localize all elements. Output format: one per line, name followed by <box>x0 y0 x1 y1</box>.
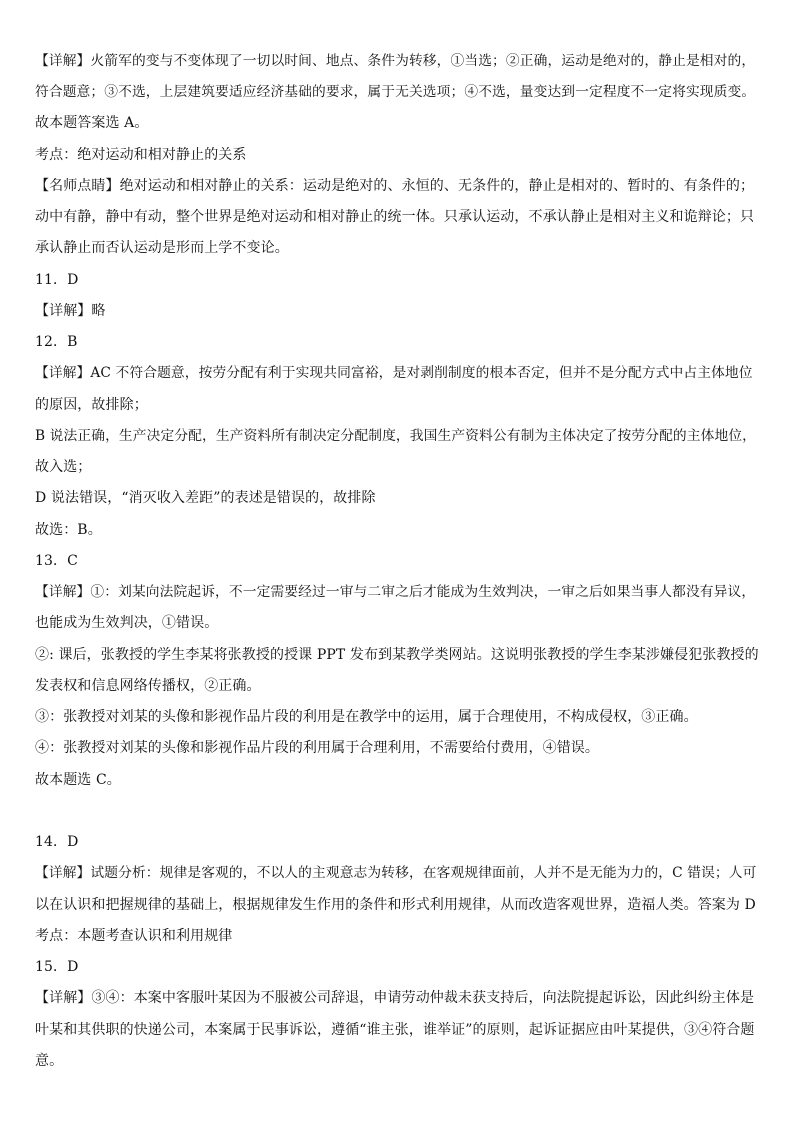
text-line: B 说法正确，生产决定分配，生产资料所有制决定分配制度，我国生产资料公有制为主体决定了按劳分配的主体地位， <box>35 428 757 444</box>
text-line: 【详解】试题分析：规律是客观的，不以人的主观意志为转移，在客观规律面前，人并不是无能为力的，C 错误；人可 <box>35 865 757 881</box>
text-line: 意。 <box>35 1053 64 1069</box>
question-number: 11．D <box>35 272 79 288</box>
text-line: 发表权和信息网络传播权，②正确。 <box>35 678 261 694</box>
text-line: 【详解】①：刘某向法院起诉，不一定需要经过一审与二审之后才能成为生效判决，一审之后如果当事人都没有异议， <box>35 584 756 600</box>
text-line: 故选：B。 <box>35 522 102 538</box>
text-line: 考点：绝对运动和相对静止的关系 <box>35 147 247 163</box>
text-line: 【详解】火箭军的变与不变体现了一切以时间、地点、条件为转移，①当选；②正确，运动是绝对的，静止是相对的， <box>35 53 756 69</box>
text-line: 的原因，故排除； <box>35 397 148 413</box>
text-line: 【详解】略 <box>35 303 106 319</box>
text-line: 动中有静，静中有动，整个世界是绝对运动和相对静止的统一体。只承认运动，不承认静止是相对主义和诡辩论；只 <box>35 209 755 225</box>
text-line: ②: 课后，张教授的学生李某将张教授的授课 PPT 发布到某教学类网站。这说明张教授的学生李某涉嫌侵犯张教授的 <box>35 647 759 663</box>
question-number: 12．B <box>35 334 78 350</box>
text-line: D 说法错误，“消灭收入差距”的表述是错误的，故排除 <box>35 490 376 506</box>
text-line: 【名师点睛】绝对运动和相对静止的关系：运动是绝对的、永恒的、无条件的，静止是相对的、暂时的、有条件的； <box>35 178 755 194</box>
text-line: ③：张教授对刘某的头像和影视作品片段的利用是在教学中的运用，属于合理使用，不构成侵权，③正确。 <box>35 709 698 725</box>
text-line: 【详解】AC 不符合题意，按劳分配有利于实现共同富裕，是对剥削制度的根本否定，但并不是分配方式中占主体地位 <box>35 365 753 381</box>
text-line: 叶某和其供职的快递公司，本案属于民事诉讼，遵循“谁主张，谁举证”的原则，起诉证据应由叶某提供，③④符合题 <box>35 1022 755 1038</box>
question-number: 14．D <box>35 834 79 850</box>
text-line: 【详解】③④：本案中客服叶某因为不服被公司辞退，申请劳动仲裁未获支持后，向法院提起诉讼，因此纠纷主体是 <box>35 990 755 1006</box>
text-line: 考点：本题考查认识和利用规律 <box>35 928 233 944</box>
text-line: ④：张教授对刘某的头像和影视作品片段的利用属于合理利用，不需要给付费用，④错误。 <box>35 740 599 756</box>
text-line: 故入选； <box>35 459 92 475</box>
text-line: 符合题意；③不选，上层建筑要适应经济基础的要求，属于无关选项；④不选，量变达到一定程度不一定将实现质变。 <box>35 84 756 100</box>
question-number: 15．D <box>35 959 79 975</box>
text-line: 也能成为生效判决，①错误。 <box>35 615 219 631</box>
text-line: 以在认识和把握规律的基础上，根据规律发生作用的条件和形式利用规律，从而改造客观世界，造福人类。答案为 D <box>35 897 756 913</box>
question-number: 13．C <box>35 553 78 569</box>
text-line: 故本题选 C。 <box>35 772 121 788</box>
text-line: 承认静止而否认运动是形而上学不变论。 <box>35 240 289 256</box>
text-line: 故本题答案选 A。 <box>35 115 149 131</box>
